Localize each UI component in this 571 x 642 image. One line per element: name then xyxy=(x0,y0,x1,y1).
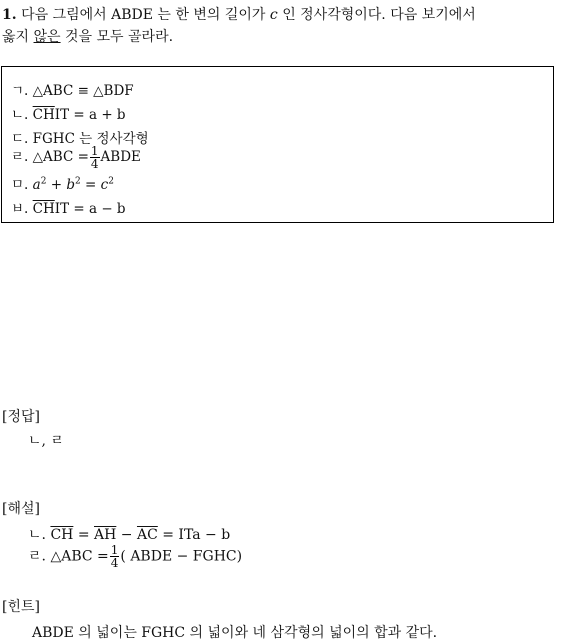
option-5-plus: + xyxy=(50,177,63,193)
option-4-fraction xyxy=(90,145,100,170)
option-4-frac-num: 1 xyxy=(90,144,99,158)
option-4-text-before: △ABC = xyxy=(32,149,89,165)
explanation-line-2 xyxy=(28,544,242,569)
question-number: 1. xyxy=(2,7,17,23)
option-3-text: FGHC 는 정사각형 xyxy=(32,131,149,147)
option-6-text: IT = a − b xyxy=(54,201,126,217)
hint-label: [힌트] xyxy=(2,599,40,615)
option-3 xyxy=(11,127,149,147)
options-box xyxy=(1,66,554,223)
explanation-2-after: ( ABDE − FGHC) xyxy=(120,548,243,565)
option-5-eq: = xyxy=(85,177,97,193)
explanation-1-rest: = ITa − b xyxy=(162,527,231,543)
explanation-1-prefix: ㄴ. xyxy=(28,527,46,543)
explanation-line-1 xyxy=(28,524,230,544)
explanation-2-frac-den: 4 xyxy=(110,556,119,570)
explanation-1-eq: = xyxy=(77,527,90,543)
option-4 xyxy=(11,145,141,170)
question-text-after: 것을 모두 골라라. xyxy=(65,29,174,45)
option-5-c: c xyxy=(100,177,109,193)
answer-value: ㄴ, ㄹ xyxy=(28,433,64,449)
option-4-frac-den: 4 xyxy=(90,157,99,171)
option-2-text: IT = a + b xyxy=(54,107,126,123)
explanation-2-frac-num: 1 xyxy=(110,543,119,557)
option-6 xyxy=(11,197,126,217)
question-text-before: 옳지 xyxy=(2,29,30,45)
option-5-a: a xyxy=(32,177,41,193)
option-2-prefix: ㄴ. xyxy=(11,107,29,123)
explanation-2-fraction xyxy=(110,544,120,569)
hint-text: ABDE 의 넓이는 FGHC 의 넓이와 네 삼각형의 넓이의 합과 같다. xyxy=(32,625,438,641)
option-5-exp2: 2 xyxy=(75,176,81,187)
question-var-c: c xyxy=(269,7,278,23)
option-6-overline: $\overline{CH}$ xyxy=(32,201,55,217)
option-3-prefix: ㄷ. xyxy=(11,131,29,147)
explanation-2-prefix: ㄹ. xyxy=(28,548,46,565)
option-5-prefix: ㅁ. xyxy=(11,177,29,193)
explanation-1-minus: − xyxy=(120,527,133,543)
option-6-prefix: ㅂ. xyxy=(11,201,29,217)
option-5 xyxy=(11,173,114,193)
option-4-text-after: ABDE xyxy=(100,149,141,165)
option-5-exp1: 2 xyxy=(40,176,47,187)
explanation-1-ov3: $\overline{AC}$ xyxy=(136,527,158,543)
option-1 xyxy=(11,79,134,99)
option-1-prefix: ㄱ. xyxy=(11,83,29,99)
option-1-text: △ABC ≡ △BDF xyxy=(32,83,134,99)
question-line-1 xyxy=(2,4,476,24)
question-line-2 xyxy=(2,26,173,46)
explanation-1-ov1: $\overline{CH}$ xyxy=(50,527,74,543)
option-5-b: b xyxy=(66,177,75,193)
option-2 xyxy=(11,103,126,123)
question-text-part2: 인 정사각형이다. 다음 보기에서 xyxy=(282,7,476,23)
question-underlined-word: 않은 xyxy=(33,29,61,45)
answer-label: [정답] xyxy=(2,409,40,425)
option-5-exp3: 2 xyxy=(108,176,114,187)
explanation-1-ov2: $\overline{AH}$ xyxy=(94,527,117,543)
option-2-overline: $\overline{CH}$ xyxy=(32,107,55,123)
explanation-label: [해설] xyxy=(2,501,40,517)
option-4-prefix: ㄹ. xyxy=(11,149,29,165)
explanation-2-before: △ABC = xyxy=(50,548,109,565)
question-text-part1: 다음 그림에서 ABDE 는 한 변의 길이가 xyxy=(21,7,266,23)
